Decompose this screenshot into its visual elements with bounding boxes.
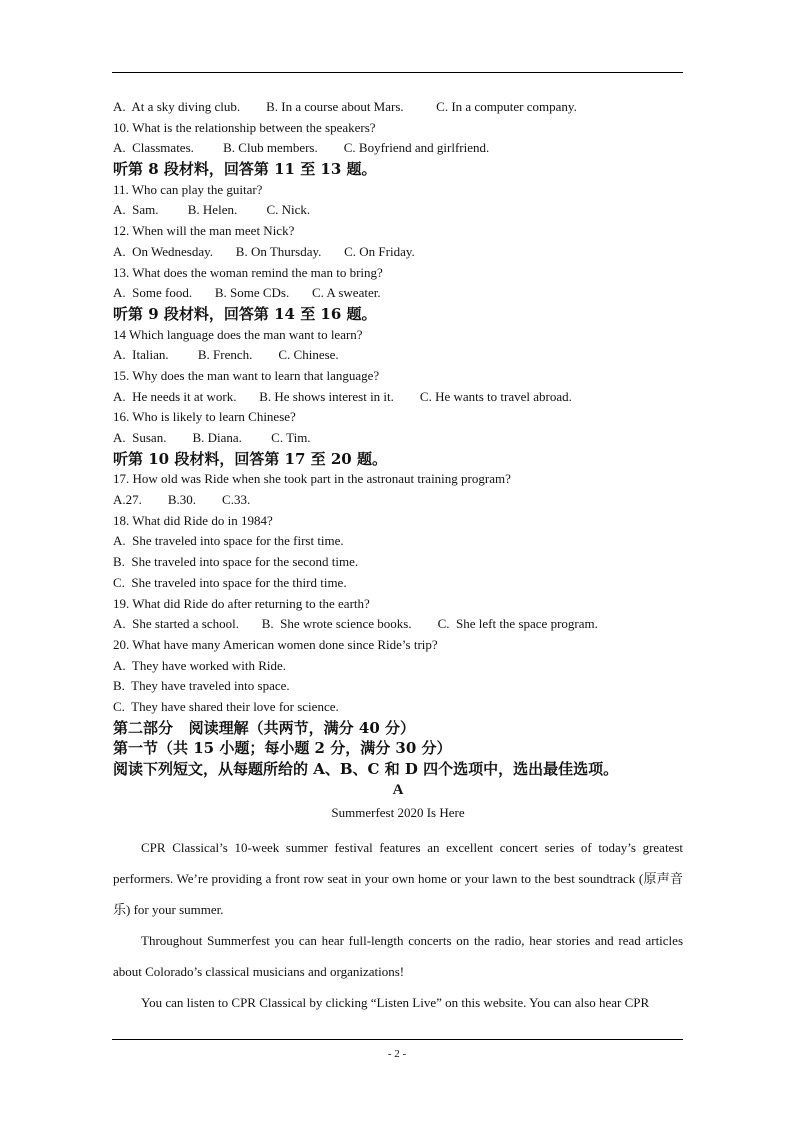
answer-options: A. At a sky diving club. B. In a course about Mars. C. In a computer company. — [113, 99, 577, 114]
page-content — [113, 97, 683, 1018]
question-text: 13. What does the woman remind the man to bring? — [113, 264, 383, 280]
question-text: 12. When will the man meet Nick? — [113, 223, 295, 239]
answer-options: A. She traveled into space for the first time. — [113, 533, 344, 549]
answer-options: B. They have traveled into space. — [113, 678, 290, 694]
answer-options: B. She traveled into space for the second time. — [113, 554, 359, 570]
answer-options: A. They have worked with Ride. — [113, 657, 287, 673]
passage-body — [113, 832, 683, 1018]
answer-options: C. They have shared their love for science. — [113, 698, 339, 714]
question-text: 10. What is the relationship between the speakers? — [113, 119, 376, 135]
section-letter: A — [392, 781, 404, 798]
footer-rule — [112, 1039, 683, 1040]
question-text: 14 Which language does the man want to learn? — [113, 326, 363, 342]
header-rule — [112, 72, 683, 73]
question-text: 20. What have many American women done since Ride’s trip? — [113, 636, 438, 652]
paragraph-1: CPR Classical’s 10-week summer festival features an excellent concert series of today’s greatest performers. We’re providing a front row seat in your own home or your lawn to the best soundtrack (原声音乐) for your summer. — [113, 840, 683, 918]
question-text: 15. Why does the man want to learn that language? — [113, 367, 380, 383]
answer-options: A. Susan. B. Diana. C. Tim. — [113, 430, 311, 445]
answer-options: C. She traveled into space for the third time. — [113, 574, 347, 590]
answer-options: A. She started a school. B. She wrote science books. C. She left the space program. — [113, 616, 598, 632]
page-number: - 2 - — [387, 1048, 407, 1060]
section-heading: 阅读下列短文，从每题所给的 A、B、C 和 D 四个选项中，选出最佳选项。 — [113, 760, 619, 778]
question-list — [113, 97, 683, 780]
answer-options: A. Some food. B. Some CDs. C. A sweater. — [113, 285, 381, 301]
question-text: 11. Who can play the guitar? — [113, 181, 263, 197]
question-text: 18. What did Ride do in 1984? — [113, 512, 273, 528]
question-text: 17. How old was Ride when she took part in the astronaut training program? — [113, 471, 511, 487]
answer-options: A.27. B.30. C.33. — [113, 492, 251, 508]
paragraph-2: Throughout Summerfest you can hear full-length concerts on the radio, hear stories and read articles about Colorado’s classical musicians and organizations! — [113, 933, 683, 980]
answer-options: A. On Wednesday. B. On Thursday. C. On Friday. — [113, 243, 415, 259]
section-heading: 听第 9 段材料，回答第 14 至 16 题。 — [113, 304, 377, 323]
section-heading: 第二部分 阅读理解（共两节，满分 40 分） — [113, 718, 415, 737]
section-heading: 听第 10 段材料，回答第 17 至 20 题。 — [113, 449, 387, 468]
section-heading: 第一节（共 15 小题；每小题 2 分，满分 30 分） — [113, 739, 452, 758]
section-heading: 听第 8 段材料，回答第 11 至 13 题。 — [113, 160, 377, 179]
question-text: 16. Who is likely to learn Chinese? — [113, 409, 296, 425]
answer-options: A. Italian. B. French. C. Chinese. — [113, 347, 339, 363]
answer-options: A. Sam. B. Helen. C. Nick. — [113, 202, 311, 218]
paragraph-3: You can listen to CPR Classical by clicking “Listen Live” on this website. You can also hear CPR — [141, 995, 650, 1011]
passage-title: Summerfest 2020 Is Here — [331, 805, 465, 821]
answer-options: A. He needs it at work. B. He shows interest in it. C. He wants to travel abroad. — [113, 388, 572, 404]
question-text: 19. What did Ride do after returning to the earth? — [113, 595, 370, 611]
answer-options: A. Classmates. B. Club members. C. Boyfriend and girlfriend. — [113, 140, 490, 156]
